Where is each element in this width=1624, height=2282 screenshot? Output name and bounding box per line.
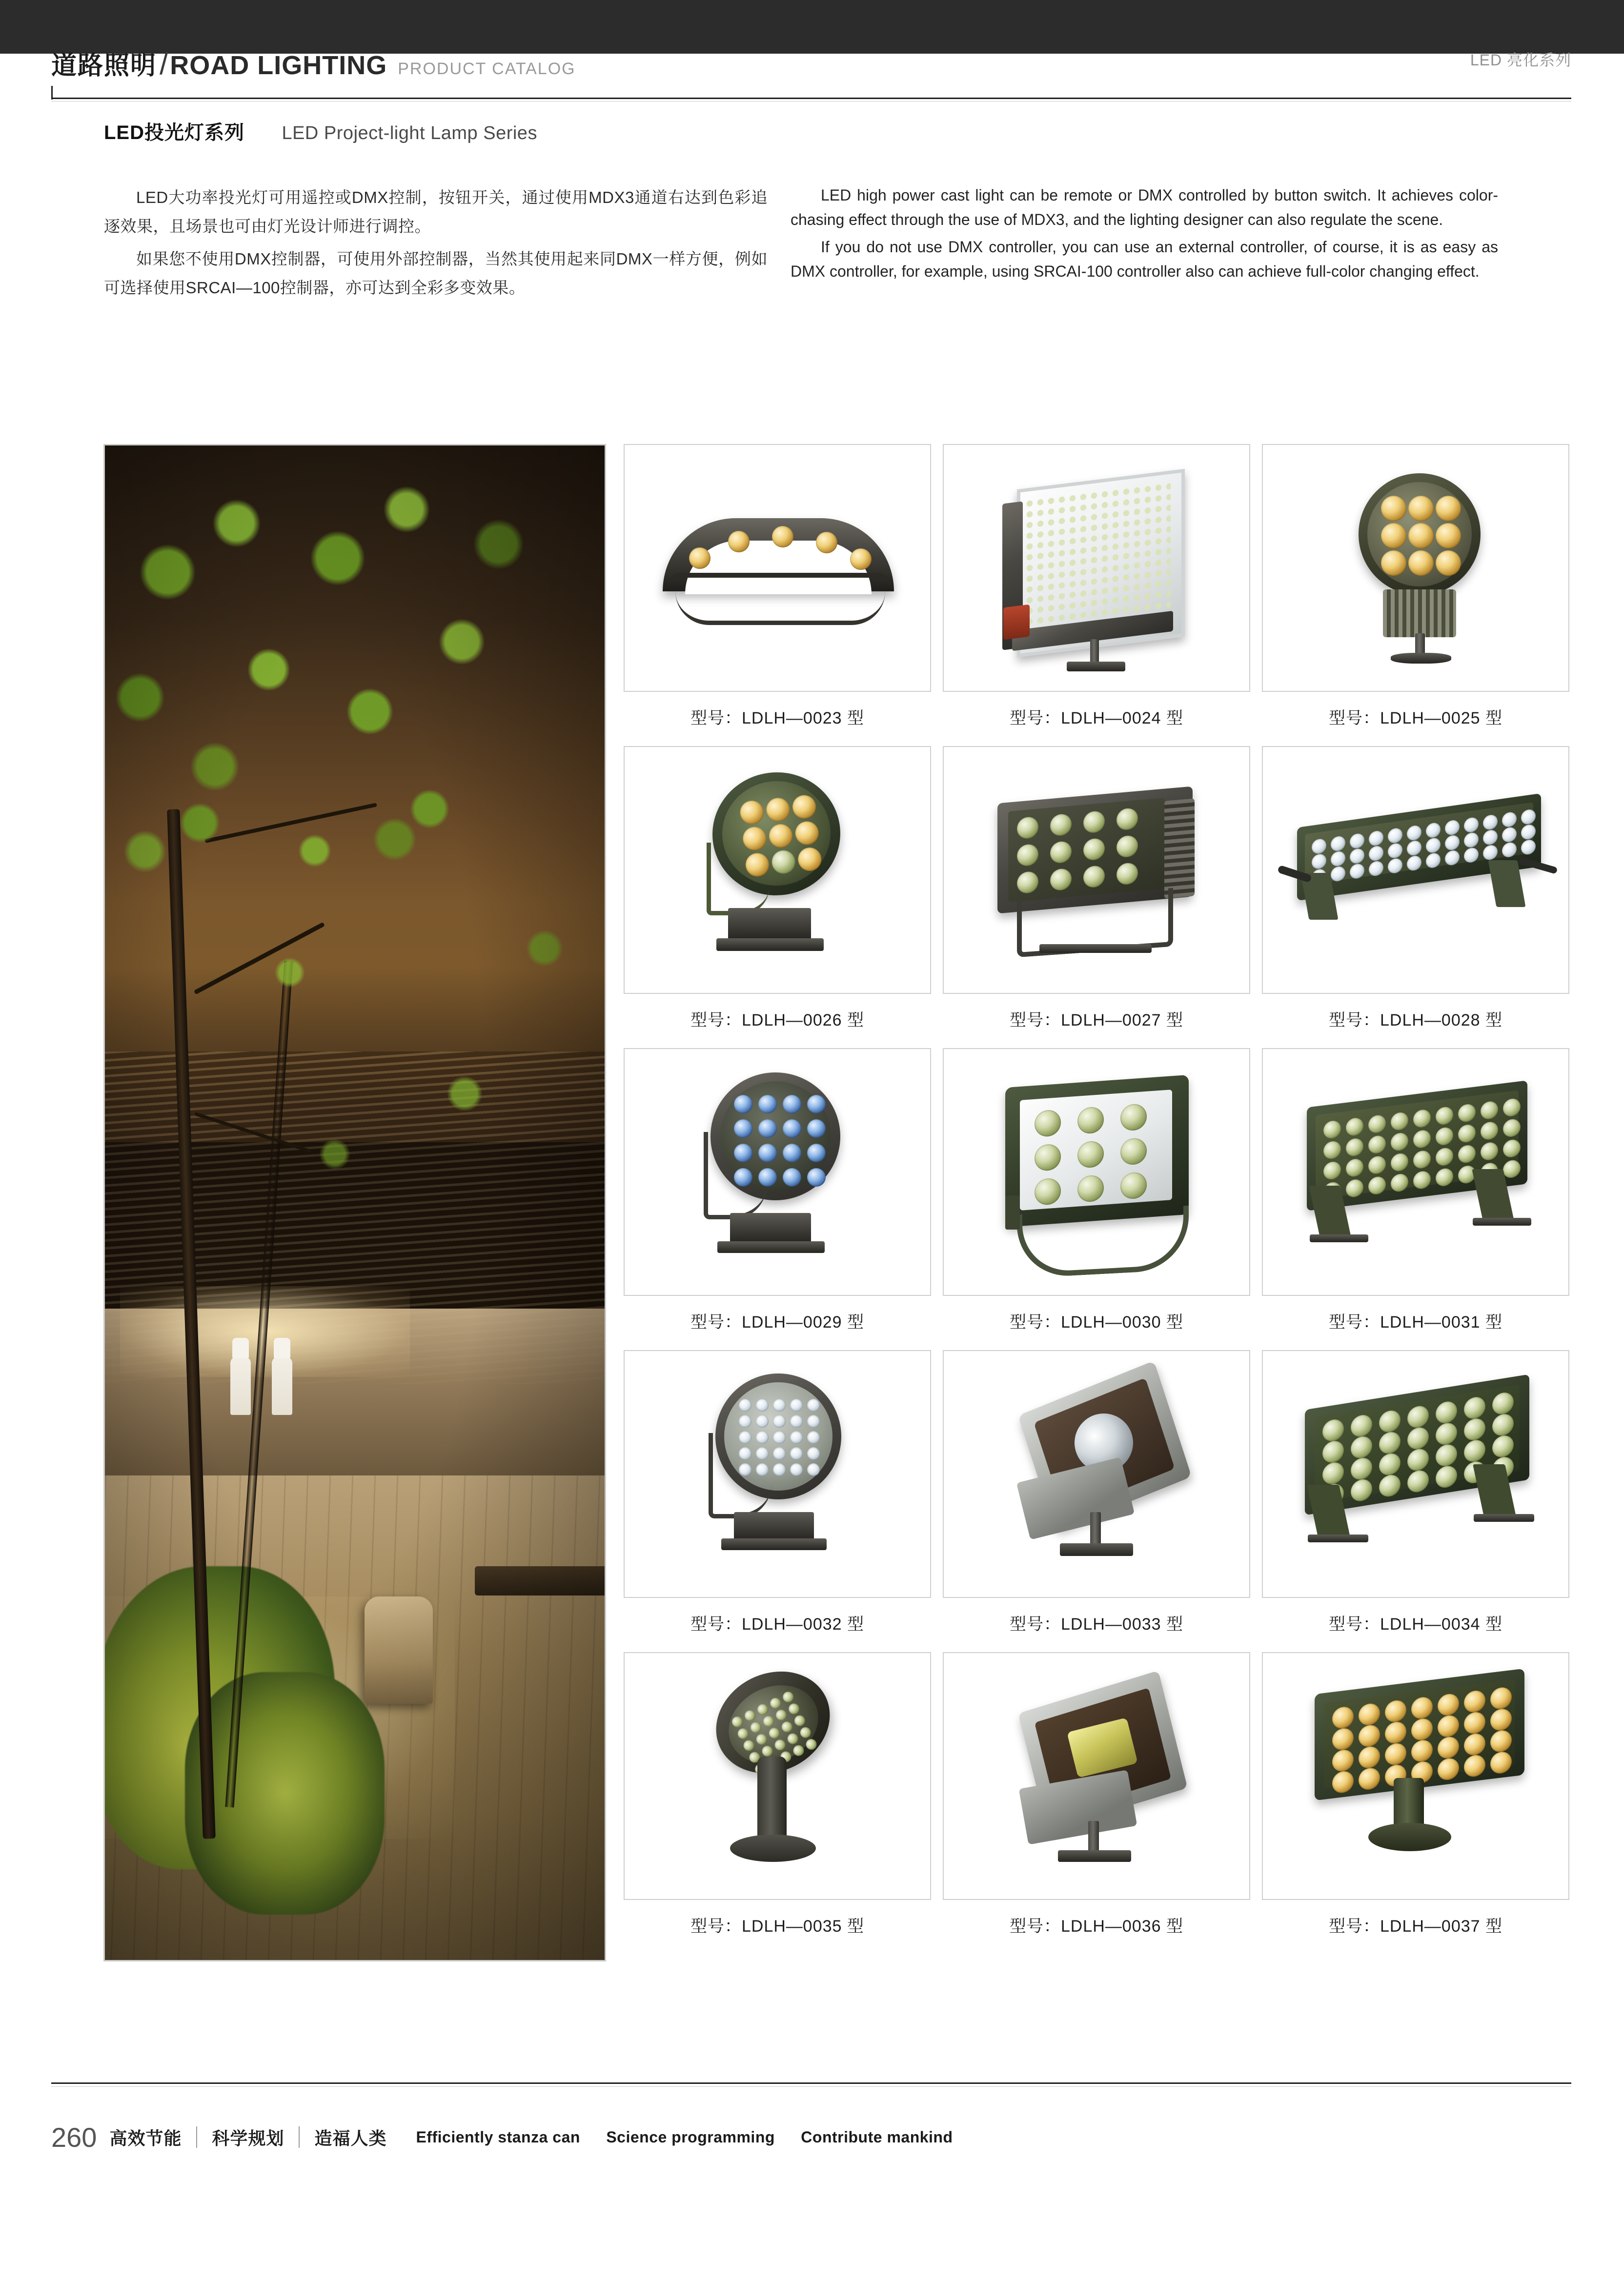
product-row xyxy=(624,1048,1571,1347)
product-image-frame xyxy=(1262,444,1569,692)
product-art-round-9led xyxy=(1263,445,1568,691)
product-row xyxy=(624,1350,1571,1649)
description-cn-p1: LED大功率投光灯可用遥控或DMX控制，按钮开关，通过使用MDX3通道右达到色彩追逐效果，且场景也可由灯光设计师进行调控。 xyxy=(104,188,768,235)
description-english xyxy=(791,183,1498,283)
product-caption: 型号：LDLH—0037 型 xyxy=(1328,1917,1502,1936)
product-caption: 型号：LDLH—0035 型 xyxy=(690,1917,864,1936)
footer-rule xyxy=(51,2082,1571,2084)
product-caption: 型号：LDLH—0027 型 xyxy=(1009,1011,1183,1030)
product-row xyxy=(624,1652,1571,1951)
product-image-frame xyxy=(624,444,931,692)
footer-rule-thin xyxy=(51,2086,1571,2087)
product-image-frame xyxy=(624,746,931,994)
product-image-frame xyxy=(943,1350,1250,1598)
product-image-frame xyxy=(1262,746,1569,994)
description-chinese xyxy=(104,183,768,302)
product-cell[interactable] xyxy=(624,1652,931,1951)
product-caption: 型号：LDLH—0025 型 xyxy=(1328,709,1502,727)
page-number: 260 xyxy=(51,2121,97,2153)
product-art-rect-12led xyxy=(944,747,1249,993)
product-image-frame xyxy=(624,1350,931,1598)
product-caption: 型号：LDLH—0031 型 xyxy=(1328,1313,1502,1332)
scene-vignette xyxy=(105,445,605,1960)
product-art-arc-bar xyxy=(625,445,930,691)
footer-slogan-en-1: Efficiently stanza can xyxy=(416,2128,580,2146)
product-cell[interactable] xyxy=(624,746,931,1045)
product-cell[interactable] xyxy=(1262,1048,1569,1347)
product-cell[interactable] xyxy=(1262,746,1569,1045)
product-cell[interactable] xyxy=(624,1350,931,1649)
product-cell[interactable] xyxy=(943,1048,1250,1347)
product-image-frame xyxy=(1262,1652,1569,1900)
header-subtitle: PRODUCT CATALOG xyxy=(398,60,576,78)
product-art-wall-washer-36 xyxy=(1263,1049,1568,1295)
product-image-frame xyxy=(1262,1350,1569,1598)
page-header xyxy=(0,0,1624,106)
description-en-p2: If you do not use DMX controller, you can use an external controller, of course, it is as easy as DMX controller, for example, using SRCAI-100 controller also can achieve full-color changing effect. xyxy=(791,238,1498,280)
page-footer xyxy=(51,2108,1571,2166)
product-cell[interactable] xyxy=(624,1048,931,1347)
product-cell[interactable] xyxy=(624,444,931,743)
product-image-frame xyxy=(943,444,1250,692)
product-art-wall-washer-30-green xyxy=(1263,1351,1568,1597)
product-image-frame xyxy=(624,1652,931,1900)
product-caption: 型号：LDLH—0034 型 xyxy=(1328,1615,1502,1634)
product-art-round-warm-base xyxy=(625,747,930,993)
section-title-en: LED Project-light Lamp Series xyxy=(282,123,537,143)
product-row xyxy=(624,444,1571,743)
header-rule xyxy=(51,98,1571,99)
product-caption: 型号：LDLH—0036 型 xyxy=(1009,1917,1183,1936)
product-cell[interactable] xyxy=(1262,1350,1569,1649)
product-art-spike-round-dark xyxy=(625,1653,930,1899)
product-caption: 型号：LDLH—0023 型 xyxy=(690,709,864,727)
header-series-label: LED 亮化系列 xyxy=(1470,51,1571,69)
product-grid xyxy=(624,444,1571,1954)
product-art-square-9led-handle xyxy=(944,1049,1249,1295)
product-image-frame xyxy=(943,746,1250,994)
scene-photo-art xyxy=(105,445,605,1960)
product-art-round-white-dense xyxy=(625,1351,930,1597)
product-art-round-18led-blue xyxy=(625,1049,930,1295)
footer-divider xyxy=(196,2126,197,2148)
product-art-cob-floodlight xyxy=(944,1653,1249,1899)
footer-slogan-en-2: Science programming xyxy=(606,2128,775,2146)
product-cell[interactable] xyxy=(943,1652,1250,1951)
product-art-cob-tilt-silver xyxy=(944,1351,1249,1597)
product-caption: 型号：LDLH—0030 型 xyxy=(1009,1313,1183,1332)
scene-photo xyxy=(103,444,606,1961)
section-title-cn: LED投光灯系列 xyxy=(104,122,244,143)
product-caption: 型号：LDLH—0026 型 xyxy=(690,1011,864,1030)
footer-slogans-en xyxy=(416,2128,974,2146)
product-art-wall-washer-long xyxy=(1263,747,1568,993)
product-image-frame xyxy=(624,1048,931,1296)
header-slash: / xyxy=(160,47,168,81)
footer-slogan-en-3: Contribute mankind xyxy=(801,2128,953,2146)
footer-slogan-cn-3: 造福人类 xyxy=(314,2128,387,2148)
header-title-en: ROAD LIGHTING xyxy=(170,51,387,80)
product-caption: 型号：LDLH—0033 型 xyxy=(1009,1615,1183,1634)
product-caption: 型号：LDLH—0029 型 xyxy=(690,1313,864,1332)
product-cell[interactable] xyxy=(943,746,1250,1045)
section-title xyxy=(104,117,537,145)
footer-slogan-cn-2: 科学规划 xyxy=(212,2128,284,2148)
product-image-frame xyxy=(943,1652,1250,1900)
product-art-big-panel xyxy=(944,445,1249,691)
product-image-frame xyxy=(1262,1048,1569,1296)
product-caption: 型号：LDLH—0024 型 xyxy=(1009,709,1183,727)
header-title-cn: 道路照明 xyxy=(51,52,157,80)
product-cell[interactable] xyxy=(1262,1652,1569,1951)
product-caption: 型号：LDLH—0028 型 xyxy=(1328,1011,1502,1030)
footer-divider xyxy=(299,2126,300,2148)
product-row xyxy=(624,746,1571,1045)
product-caption: 型号：LDLH—0032 型 xyxy=(690,1615,864,1634)
product-cell[interactable] xyxy=(943,444,1250,743)
description-cn-p2: 如果您不使用DMX控制器，可使用外部控制器，当然其使用起来同DMX一样方便，例如可选择使用SRCAI—100控制器，亦可达到全彩多变效果。 xyxy=(104,250,768,297)
product-image-frame xyxy=(943,1048,1250,1296)
product-cell[interactable] xyxy=(1262,444,1569,743)
product-art-tilt-panel-warm xyxy=(1263,1653,1568,1899)
description-en-p1: LED high power cast light can be remote or DMX controlled by button switch. It achieves color-chasing effect through the use of MDX3, and the lighting designer can also regulate the scene. xyxy=(791,186,1498,228)
product-cell[interactable] xyxy=(943,1350,1250,1649)
header-title-group xyxy=(51,45,576,81)
footer-slogan-cn-1: 高效节能 xyxy=(109,2128,182,2148)
